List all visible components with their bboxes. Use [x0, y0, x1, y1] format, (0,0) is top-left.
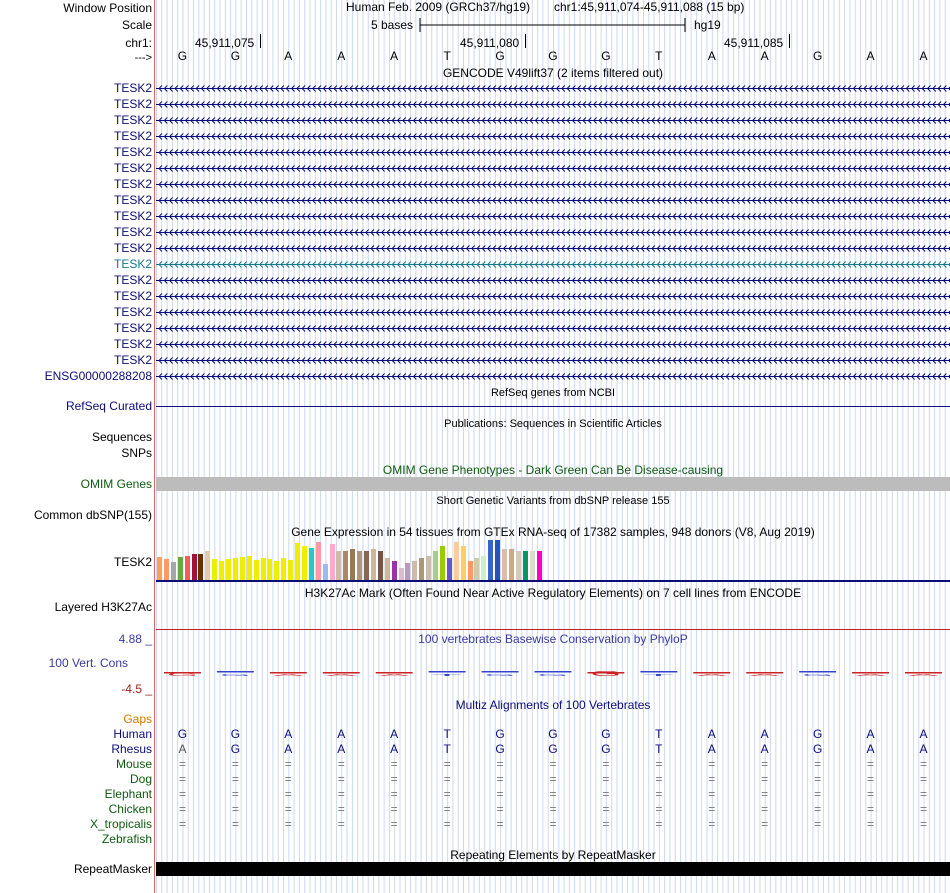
multiz-base: =	[337, 802, 345, 816]
phylop-score-bar	[693, 672, 730, 674]
gtex-tissue-bar[interactable]	[509, 549, 514, 580]
gtex-tissue-bar[interactable]	[502, 549, 507, 580]
gencode-transcript-line[interactable]	[156, 353, 950, 367]
multiz-species-label[interactable]: Mouse	[115, 757, 152, 771]
multiz-base: G	[495, 727, 505, 741]
gtex-tissue-bar[interactable]	[274, 561, 279, 580]
gencode-item-label[interactable]: TESK2	[113, 129, 152, 143]
multiz-base: G	[812, 742, 823, 756]
multiz-base: A	[337, 742, 346, 756]
multiz-species-label[interactable]: Dog	[129, 772, 152, 786]
gtex-tissue-bar[interactable]	[205, 551, 210, 580]
gtex-tissue-bar[interactable]	[281, 558, 286, 580]
multiz-base: =	[814, 817, 822, 831]
multiz-base: =	[284, 817, 292, 831]
multiz-base: G	[495, 742, 505, 756]
scale-label: Scale	[121, 18, 152, 32]
sequence-base: A	[284, 49, 293, 63]
coord-tick-2: 45,911,080	[460, 36, 520, 50]
multiz-base: =	[919, 772, 927, 786]
gtex-tissue-bar[interactable]	[330, 544, 335, 580]
multiz-base: =	[496, 802, 504, 816]
multiz-base: =	[655, 817, 663, 831]
multiz-base: A	[866, 727, 875, 741]
gtex-tissue-bar[interactable]	[357, 551, 362, 580]
coord-tick-mark-2	[525, 34, 526, 48]
gencode-transcript-line[interactable]	[156, 145, 950, 159]
multiz-base: =	[761, 772, 769, 786]
multiz-base: A	[919, 727, 928, 741]
coord-tick-mark-1	[260, 34, 261, 48]
multiz-base: =	[337, 787, 345, 801]
sequence-base: A	[760, 49, 769, 63]
phylop-base-glyph: G	[219, 674, 223, 677]
multiz-base: =	[867, 787, 875, 801]
gencode-transcript-line[interactable]	[156, 225, 950, 239]
phylop-score-bar	[482, 671, 519, 673]
multiz-species-label[interactable]: Chicken	[108, 802, 152, 816]
multiz-base: G	[548, 742, 558, 756]
sequence-base: A	[707, 49, 716, 63]
gencode-transcript-line[interactable]	[156, 273, 950, 287]
phylop-score-graph[interactable]	[156, 660, 950, 684]
gencode-item-label[interactable]: TESK2	[113, 241, 152, 255]
multiz-base: =	[867, 772, 875, 786]
dbsnp-track-title: Short Genetic Variants from dbSNP release 155	[436, 495, 670, 507]
repeatmasker-element-bar[interactable]	[156, 862, 950, 876]
gencode-item-label[interactable]: TESK2	[113, 257, 152, 271]
sequence-base: G	[601, 49, 611, 63]
phylop-base-glyph: G	[802, 674, 805, 677]
multiz-base: T	[655, 742, 663, 756]
multiz-base: =	[178, 787, 186, 801]
gtex-tissue-bar[interactable]	[295, 543, 300, 580]
coord-tick-mark-3	[789, 34, 790, 48]
multiz-base: =	[178, 772, 186, 786]
multiz-base: =	[337, 772, 345, 786]
phylop-base-glyph: G	[537, 675, 572, 677]
multiz-base: G	[812, 727, 823, 741]
multiz-base: T	[443, 727, 451, 741]
multiz-base: A	[866, 742, 875, 756]
multiz-base: =	[708, 772, 716, 786]
gtex-tissue-bar[interactable]	[454, 542, 459, 580]
gencode-item-label[interactable]: TESK2	[113, 321, 152, 335]
gtex-tissue-bar[interactable]	[316, 542, 321, 580]
multiz-base: T	[655, 727, 663, 741]
gtex-bar-chart[interactable]	[156, 540, 950, 580]
gtex-tissue-bar[interactable]	[468, 561, 473, 580]
multiz-base: A	[178, 742, 187, 756]
multiz-base: =	[655, 802, 663, 816]
gtex-tissue-bar[interactable]	[412, 561, 417, 580]
multiz-base: =	[549, 817, 557, 831]
gencode-item-label[interactable]: TESK2	[113, 81, 152, 95]
gtex-tissue-bar[interactable]	[461, 546, 466, 580]
gtex-tissue-bar[interactable]	[399, 568, 404, 580]
refseq-gene-line[interactable]	[156, 406, 950, 407]
phylop-track-label[interactable]: 100 Vert. Cons	[48, 656, 128, 670]
phylop-base-glyph: A	[272, 674, 275, 677]
phylop-base-glyph: A	[325, 675, 328, 677]
multiz-base: =	[443, 787, 451, 801]
multiz-base: =	[443, 757, 451, 771]
multiz-base: =	[231, 787, 239, 801]
multiz-base: A	[707, 742, 716, 756]
coord-tick-1: 45,911,075	[195, 36, 255, 50]
multiz-base: =	[814, 772, 822, 786]
phylop-score-bar	[535, 671, 572, 673]
gtex-tissue-bar[interactable]	[371, 549, 376, 580]
phylop-score-bar	[746, 672, 783, 674]
multiz-base: A	[707, 727, 716, 741]
multiz-base: =	[867, 817, 875, 831]
multiz-base: A	[390, 727, 399, 741]
gtex-tissue-bar[interactable]	[516, 551, 521, 580]
multiz-base: G	[601, 742, 611, 756]
gtex-tissue-bar[interactable]	[523, 551, 528, 580]
gencode-item-label[interactable]: ENSG00000288208	[44, 369, 152, 383]
gencode-track-title: GENCODE V49lift37 (2 items filtered out)	[442, 66, 664, 80]
sequence-base: G	[177, 49, 188, 63]
multiz-base: A	[284, 727, 293, 741]
phylop-base-glyph: G	[167, 672, 202, 677]
coord-tick-3: 45,911,085	[724, 36, 784, 50]
gtex-tissue-bar[interactable]	[343, 551, 348, 580]
multiz-base: =	[549, 802, 557, 816]
multiz-species-label[interactable]: Zebrafish	[101, 832, 152, 846]
track-label-divider	[154, 0, 155, 893]
scale-bar	[419, 17, 687, 33]
multiz-base: =	[231, 817, 239, 831]
phylop-score-bar	[217, 671, 254, 673]
phylop-base-glyph: A	[378, 675, 381, 677]
multiz-species-label[interactable]: Human	[113, 727, 152, 741]
gtex-tissue-bar[interactable]	[405, 563, 410, 580]
multiz-species-label[interactable]: Rhesus	[111, 742, 152, 756]
phylop-base-glyph: A	[696, 675, 698, 677]
gtex-tissue-bar[interactable]	[495, 540, 500, 580]
gtex-tissue-bar[interactable]	[192, 554, 197, 580]
gtex-tissue-bar[interactable]	[336, 551, 341, 580]
multiz-base: A	[284, 742, 293, 756]
gtex-tissue-bar[interactable]	[440, 546, 445, 580]
phylop-score-bar	[323, 672, 360, 674]
multiz-species-label[interactable]: X_tropicalis	[89, 817, 152, 831]
multiz-base: A	[919, 742, 928, 756]
omim-gene-bar[interactable]	[156, 477, 950, 491]
multiz-base: =	[708, 787, 716, 801]
multiz-base: G	[177, 727, 188, 741]
multiz-base: =	[178, 817, 186, 831]
pubs-snps-label[interactable]: SNPs	[121, 446, 152, 460]
gtex-tissue-bar[interactable]	[157, 557, 162, 580]
multiz-base: =	[761, 817, 769, 831]
multiz-base: =	[496, 787, 504, 801]
phylop-min-label: -4.5 _	[121, 682, 152, 696]
multiz-base: =	[919, 787, 927, 801]
gencode-transcript-line[interactable]	[156, 129, 950, 143]
gtex-tissue-bar[interactable]	[212, 559, 217, 580]
chrom-label: chr1:	[125, 36, 152, 50]
sequence-base: A	[390, 49, 399, 63]
assembly-label: Human Feb. 2009 (GRCh37/hg19)	[346, 0, 531, 14]
gtex-tissue-bar[interactable]	[233, 558, 238, 580]
gtex-track-title: Gene Expression in 54 tissues from GTEx RNA-seq of 17382 samples, 948 donors (V8, Aug 2019)	[291, 525, 815, 539]
gtex-tissue-bar[interactable]	[474, 558, 479, 580]
gtex-tissue-bar[interactable]	[537, 551, 542, 580]
multiz-base: =	[549, 787, 557, 801]
gtex-tissue-bar[interactable]	[198, 554, 203, 580]
gencode-transcript-line[interactable]	[156, 193, 950, 207]
gencode-transcript-line[interactable]	[156, 81, 950, 95]
phylop-max-label: 4.88 _	[118, 632, 152, 646]
multiz-base: =	[655, 787, 663, 801]
gtex-tissue-bar[interactable]	[433, 551, 438, 580]
multiz-base: =	[549, 772, 557, 786]
gtex-tissue-bar[interactable]	[171, 562, 176, 580]
gencode-transcript-line[interactable]	[156, 113, 950, 127]
gtex-tissue-bar[interactable]	[426, 556, 431, 580]
gencode-transcript-line[interactable]	[156, 161, 950, 175]
multiz-base: =	[390, 757, 398, 771]
multiz-gaps-label[interactable]: Gaps	[123, 712, 152, 726]
multiz-base: =	[390, 772, 398, 786]
gtex-tissue-bar[interactable]	[254, 560, 259, 580]
gencode-item-label[interactable]: TESK2	[113, 225, 152, 239]
phylop-score-bar	[429, 671, 466, 673]
multiz-base: =	[814, 802, 822, 816]
h3k27ac-baseline	[156, 629, 950, 630]
sequence-base: A	[337, 49, 346, 63]
gtex-tissue-bar[interactable]	[530, 551, 535, 580]
phylop-base-glyph: A	[908, 675, 910, 677]
multiz-base: =	[496, 772, 504, 786]
position-label[interactable]: chr1:45,911,074-45,911,088 (15 bp)	[554, 0, 745, 14]
gtex-track-label[interactable]: TESK2	[113, 555, 152, 569]
multiz-base: =	[549, 757, 557, 771]
phylop-base-glyph: T	[431, 675, 476, 677]
gtex-tissue-bar[interactable]	[392, 561, 397, 580]
multiz-base: =	[178, 757, 186, 771]
gencode-transcript-line[interactable]	[156, 321, 950, 335]
omim-track-label[interactable]: OMIM Genes	[80, 477, 152, 491]
multiz-base: A	[760, 727, 769, 741]
multiz-base: =	[231, 772, 239, 786]
multiz-base: =	[919, 757, 927, 771]
multiz-base: =	[496, 817, 504, 831]
multiz-base: =	[761, 787, 769, 801]
phylop-score-bar	[799, 671, 836, 673]
gencode-item-label[interactable]: TESK2	[113, 353, 152, 367]
gtex-tissue-bar[interactable]	[240, 557, 245, 580]
repeatmasker-track-title: Repeating Elements by RepeatMasker	[450, 848, 656, 862]
gencode-transcript-line[interactable]	[156, 177, 950, 191]
multiz-base: =	[602, 802, 610, 816]
gencode-item-label[interactable]: TESK2	[113, 337, 152, 351]
gtex-tissue-bar[interactable]	[219, 561, 224, 580]
multiz-base: =	[284, 772, 292, 786]
phylop-track-title: 100 vertebrates Basewise Conservation by PhyloP	[418, 632, 688, 646]
multiz-base: A	[760, 742, 769, 756]
multiz-track-title: Multiz Alignments of 100 Vertebrates	[455, 698, 651, 712]
dbsnp-track-label[interactable]: Common dbSNP(155)	[33, 508, 152, 522]
gencode-item-label[interactable]: TESK2	[113, 305, 152, 319]
db-label: hg19	[694, 18, 721, 32]
multiz-base: A	[337, 727, 346, 741]
h3k27ac-track-title: H3K27Ac Mark (Often Found Near Active Regulatory Elements) on 7 cell lines from ENCODE	[304, 586, 802, 600]
gencode-transcript-line[interactable]	[156, 289, 950, 303]
window-position-label: Window Position	[63, 1, 152, 15]
multiz-base: =	[814, 757, 822, 771]
phylop-score-bar	[376, 672, 413, 674]
gencode-item-label[interactable]: TESK2	[113, 209, 152, 223]
sequence-base: G	[812, 49, 823, 63]
gencode-transcript-line[interactable]	[156, 305, 950, 319]
gtex-baseline	[156, 580, 950, 582]
multiz-base: =	[390, 817, 398, 831]
multiz-base: =	[443, 817, 451, 831]
multiz-base: =	[284, 802, 292, 816]
multiz-base: =	[708, 817, 716, 831]
multiz-base: =	[284, 757, 292, 771]
multiz-base: G	[601, 727, 611, 741]
scale-text: 5 bases	[371, 18, 414, 32]
multiz-base: =	[602, 787, 610, 801]
sequence-base: A	[919, 49, 928, 63]
sequence-base: T	[655, 49, 663, 63]
multiz-base: =	[337, 817, 345, 831]
gtex-tissue-bar[interactable]	[488, 540, 493, 580]
gtex-tissue-bar[interactable]	[385, 558, 390, 580]
gtex-tissue-bar[interactable]	[419, 558, 424, 580]
gtex-tissue-bar[interactable]	[309, 548, 314, 580]
gencode-item-label[interactable]: TESK2	[113, 97, 152, 111]
gencode-transcript-line[interactable]	[156, 257, 950, 271]
gtex-tissue-bar[interactable]	[185, 556, 190, 580]
phylop-score-bar	[852, 672, 889, 674]
sequence-base: G	[230, 49, 241, 63]
gtex-tissue-bar[interactable]	[261, 558, 266, 580]
phylop-base-glyph: A	[749, 675, 751, 677]
multiz-base: =	[602, 772, 610, 786]
multiz-base: G	[230, 742, 241, 756]
multiz-base: =	[867, 757, 875, 771]
multiz-base: =	[867, 802, 875, 816]
sequence-base: T	[443, 49, 451, 63]
refseq-track-label[interactable]: RefSeq Curated	[65, 399, 152, 413]
gtex-tissue-bar[interactable]	[178, 557, 183, 580]
multiz-base: =	[655, 772, 663, 786]
phylop-base-glyph: A	[855, 675, 857, 677]
multiz-base: =	[655, 757, 663, 771]
multiz-base: =	[602, 757, 610, 771]
multiz-species-label[interactable]: Elephant	[104, 787, 152, 801]
multiz-base: =	[708, 757, 716, 771]
multiz-base: =	[814, 787, 822, 801]
multiz-base: =	[761, 757, 769, 771]
gencode-transcript-line[interactable]	[156, 369, 950, 383]
multiz-base: G	[548, 727, 558, 741]
gtex-tissue-bar[interactable]	[364, 551, 369, 580]
gencode-transcript-line[interactable]	[156, 241, 950, 255]
gencode-item-label[interactable]: TESK2	[113, 177, 152, 191]
gencode-item-label[interactable]: TESK2	[113, 289, 152, 303]
gencode-transcript-line[interactable]	[156, 209, 950, 223]
multiz-base: G	[230, 727, 241, 741]
pubs-track-title: Publications: Sequences in Scientific Articles	[444, 418, 662, 430]
multiz-base: =	[602, 817, 610, 831]
multiz-base: =	[919, 817, 927, 831]
multiz-base: =	[178, 802, 186, 816]
multiz-base: =	[708, 802, 716, 816]
gencode-transcript-line[interactable]	[156, 97, 950, 111]
sequence-base: G	[495, 49, 505, 63]
gtex-tissue-bar[interactable]	[481, 556, 486, 580]
gtex-tissue-bar[interactable]	[350, 549, 355, 580]
gencode-item-label[interactable]: TESK2	[113, 113, 152, 127]
multiz-base: =	[284, 787, 292, 801]
gtex-tissue-bar[interactable]	[323, 564, 328, 580]
gtex-tissue-bar[interactable]	[302, 546, 307, 580]
sequence-base: A	[866, 49, 875, 63]
gencode-item-label[interactable]: TESK2	[113, 273, 152, 287]
multiz-base: =	[390, 787, 398, 801]
phylop-base-glyph: G	[484, 674, 487, 677]
phylop-base-glyph: G	[590, 671, 622, 678]
multiz-base: T	[443, 742, 451, 756]
phylop-score-bar	[905, 672, 942, 674]
gtex-tissue-bar[interactable]	[267, 559, 272, 580]
gencode-item-label[interactable]: TESK2	[113, 145, 152, 159]
phylop-score-bar	[640, 671, 677, 673]
omim-track-title: OMIM Gene Phenotypes - Dark Green Can Be Disease-causing	[382, 463, 724, 477]
multiz-base: =	[919, 802, 927, 816]
gtex-tissue-bar[interactable]	[378, 551, 383, 580]
gtex-tissue-bar[interactable]	[247, 556, 252, 580]
h3k27ac-track-label[interactable]: Layered H3K27Ac	[54, 600, 152, 614]
multiz-base: =	[443, 772, 451, 786]
multiz-base: =	[761, 802, 769, 816]
gtex-tissue-bar[interactable]	[447, 558, 452, 580]
gtex-tissue-bar[interactable]	[288, 560, 293, 580]
gtex-tissue-bar[interactable]	[164, 559, 169, 580]
phylop-base-glyph: T	[643, 674, 646, 677]
gencode-transcript-line[interactable]	[156, 337, 950, 351]
multiz-base: A	[390, 742, 399, 756]
multiz-base: =	[231, 757, 239, 771]
multiz-base: =	[443, 802, 451, 816]
strand-label: --->	[134, 52, 152, 64]
multiz-base: =	[231, 802, 239, 816]
multiz-base: =	[496, 757, 504, 771]
repeatmasker-track-label[interactable]: RepeatMasker	[73, 862, 152, 876]
multiz-base: =	[390, 802, 398, 816]
sequence-base: G	[548, 49, 558, 63]
pubs-sequences-label[interactable]: Sequences	[91, 430, 152, 444]
gencode-item-label[interactable]: TESK2	[113, 193, 152, 207]
gtex-tissue-bar[interactable]	[226, 559, 231, 580]
refseq-track-title: RefSeq genes from NCBI	[490, 387, 616, 399]
multiz-base: =	[337, 757, 345, 771]
gencode-item-label[interactable]: TESK2	[113, 161, 152, 175]
